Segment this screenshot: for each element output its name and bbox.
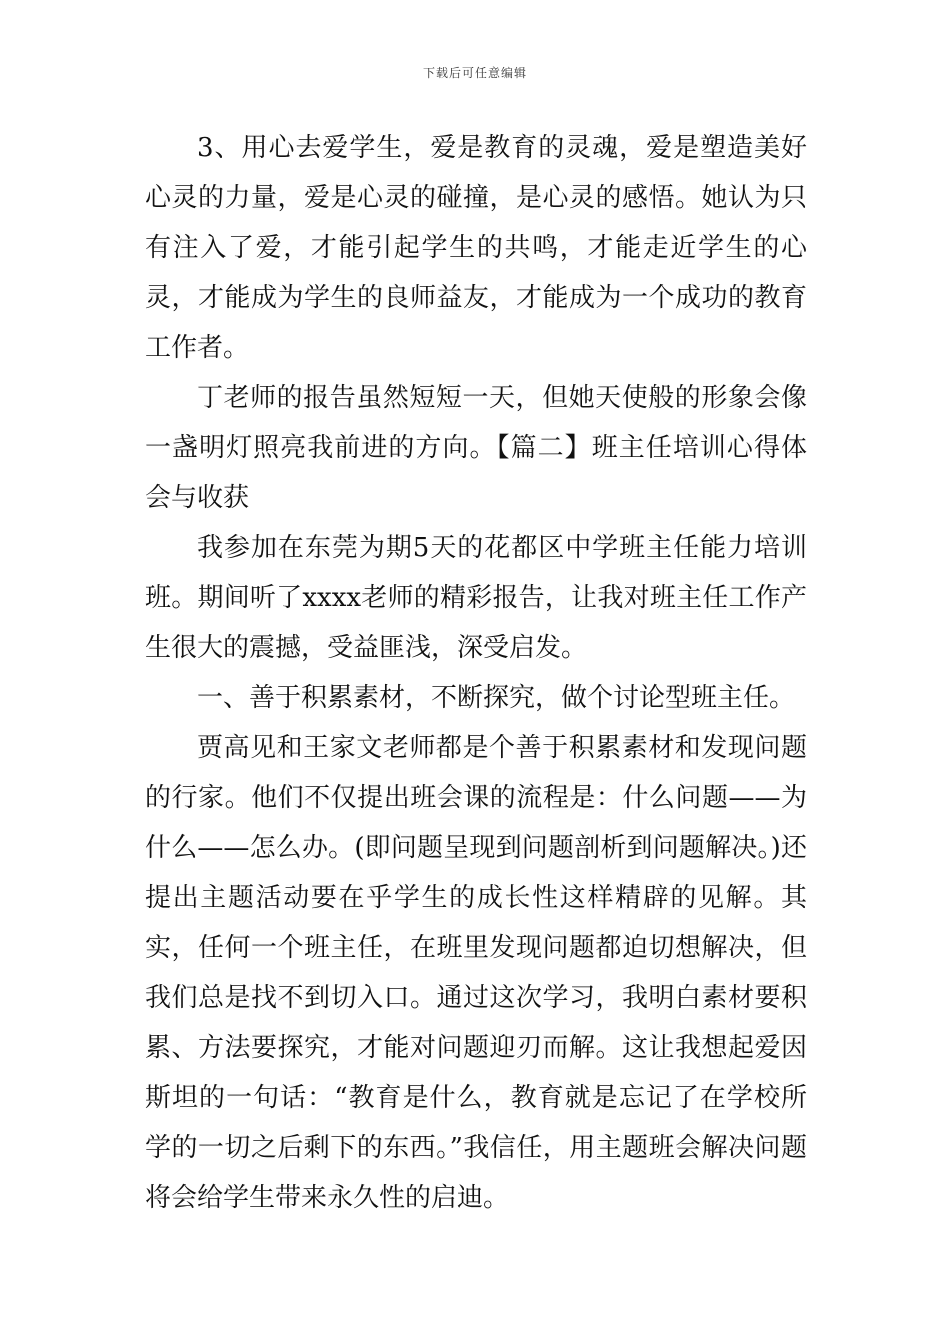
- paragraph-3: 我参加在东莞为期5天的花都区中学班主任能力培训班。期间听了xxxx老师的精彩报告，让我对班主任工作产生很大的震撼，受益匪浅，深受启发。: [145, 533, 807, 663]
- paragraph-1: 3、用心去爱学生，爱是教育的灵魂，爱是塑造美好心灵的力量，爱是心灵的碰撞，是心灵的感悟。她认为只有注入了爱，才能引起学生的共鸣，才能走近学生的心灵，才能成为学生的良师益友，才能成为一个成功的教育工作者。: [145, 133, 807, 363]
- document-body: [145, 123, 807, 1223]
- page-header: 下载后可任意编辑: [422, 66, 527, 80]
- paragraph-5: 贾高见和王家文老师都是个善于积累素材和发现问题的行家。他们不仅提出班会课的流程是：什么问题——为什么——怎么办。(即问题呈现到问题剖析到问题解决。)还提出主题活动要在乎学生的成长性这样精辟的见解。其实，任何一个班主任，在班里发现问题都迫切想解决，但我们总是找不到切入口。通过这次学习，我明白素材要积累、方法要探究，才能对问题迎刃而解。这让我想起爱因斯坦的一句话：“教育是什么，教育就是忘记了在学校所学的一切之后剩下的东西。”我信任，用主题班会解决问题将会给学生带来永久性的启迪。: [145, 733, 807, 1213]
- paragraph-2: 丁老师的报告虽然短短一天，但她天使般的形象会像一盏明灯照亮我前进的方向。【篇二】班主任培训心得体会与收获: [145, 383, 807, 513]
- paragraph-4: 一、善于积累素材，不断探究，做个讨论型班主任。: [197, 683, 796, 713]
